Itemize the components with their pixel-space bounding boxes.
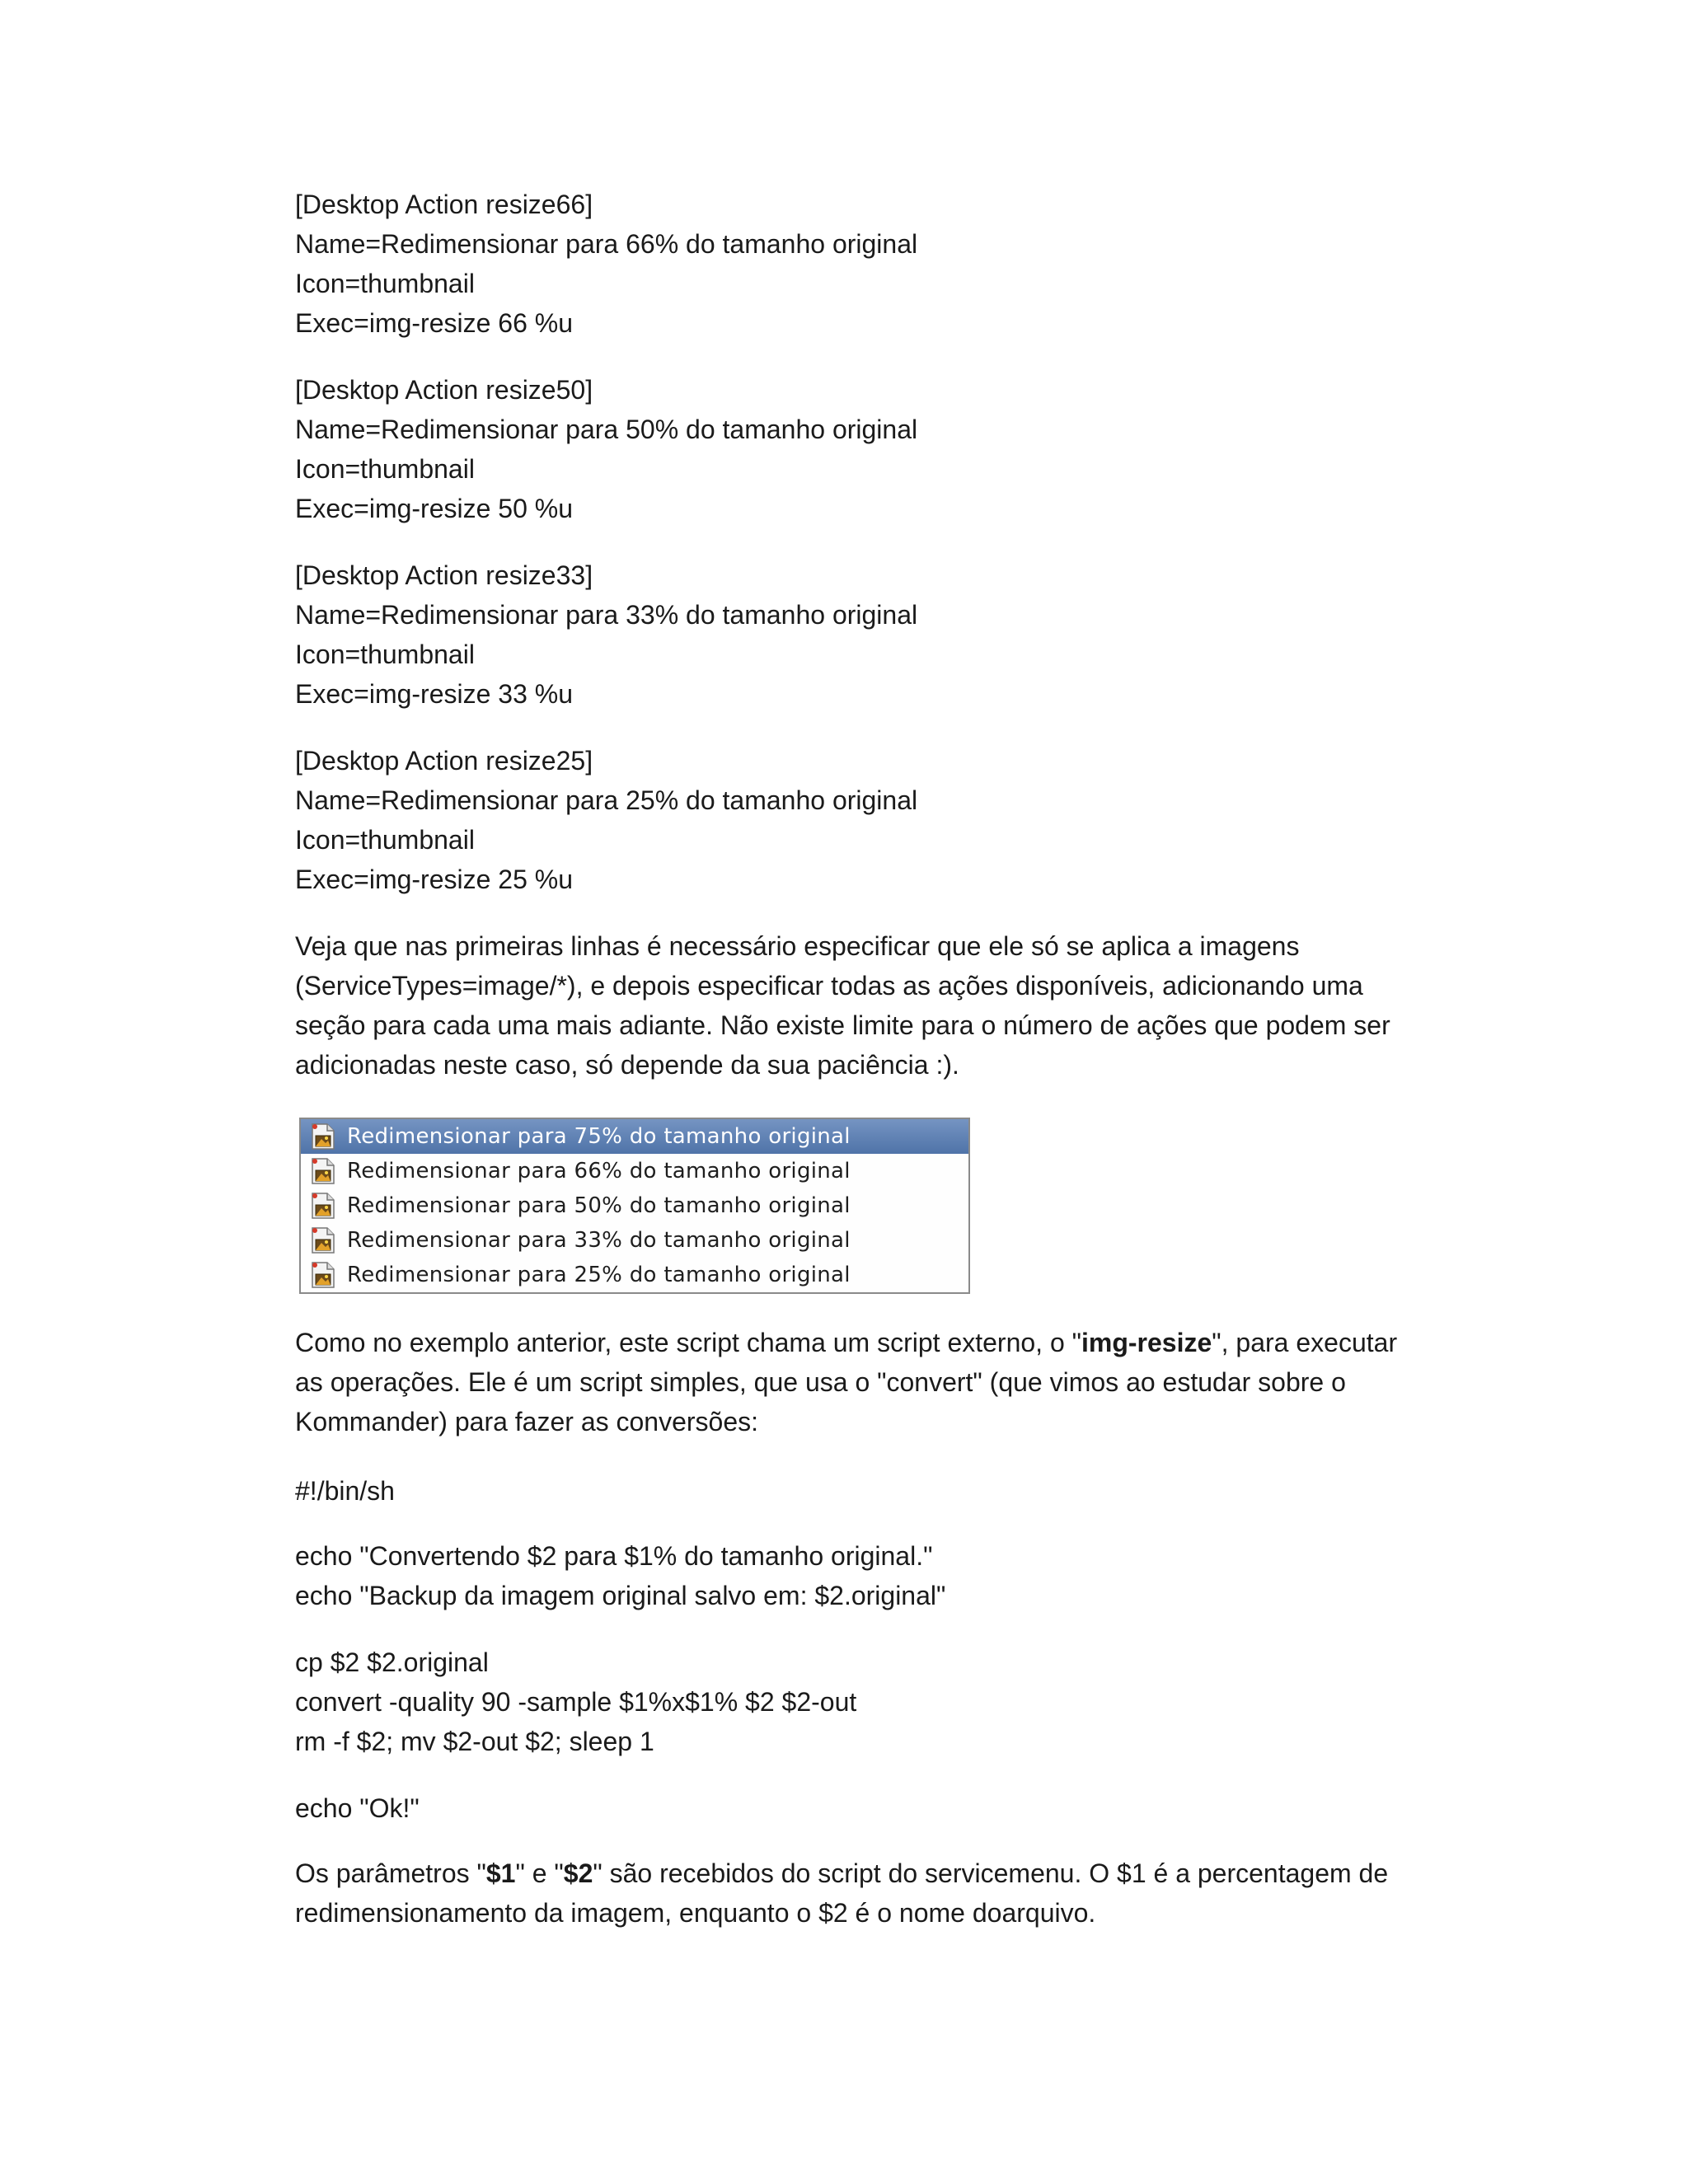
- menu-item-resize-33[interactable]: [301, 1223, 968, 1258]
- context-menu-screenshot: [299, 1118, 970, 1294]
- action-name-line: Name=Redimensionar para 25% do tamanho original: [295, 785, 918, 815]
- paragraph-text: ", para executar: [1212, 1328, 1398, 1357]
- script-name-bold: img-resize: [1081, 1328, 1212, 1357]
- action-header: [Desktop Action resize50]: [295, 375, 593, 405]
- menu-item-resize-25[interactable]: [301, 1258, 968, 1292]
- image-thumbnail-icon: [311, 1262, 335, 1288]
- paragraph-text: " e ": [515, 1858, 564, 1888]
- script-line: echo "Ok!": [295, 1793, 420, 1823]
- image-thumbnail-icon: [311, 1193, 335, 1219]
- menu-item-resize-66[interactable]: [301, 1154, 968, 1188]
- menu-item-label: Redimensionar para 66% do tamanho original: [347, 1159, 851, 1183]
- image-thumbnail-icon: [311, 1158, 335, 1184]
- paragraph-line: adicionadas neste caso, só depende da sua paciência :).: [295, 1050, 959, 1080]
- action-exec-line: Exec=img-resize 66 %u: [295, 308, 574, 338]
- menu-item-label: Redimensionar para 50% do tamanho original: [347, 1193, 851, 1218]
- script-line: rm -f $2; mv $2-out $2; sleep 1: [295, 1727, 654, 1756]
- image-thumbnail-icon: [311, 1227, 335, 1254]
- action-exec-line: Exec=img-resize 25 %u: [295, 865, 574, 894]
- paragraph-line: seção para cada uma mais adiante. Não existe limite para o número de ações que podem ser: [295, 1010, 1390, 1040]
- action-header: [Desktop Action resize33]: [295, 560, 593, 590]
- param-bold: $2: [563, 1858, 593, 1888]
- image-thumbnail-icon: [311, 1123, 335, 1150]
- script-line: echo "Convertendo $2 para $1% do tamanho original.": [295, 1541, 933, 1571]
- paragraph-line: redimensionamento da imagem, enquanto o $2 é o nome doarquivo.: [295, 1898, 1096, 1928]
- action-icon-line: Icon=thumbnail: [295, 825, 475, 855]
- action-name-line: Name=Redimensionar para 66% do tamanho original: [295, 229, 918, 259]
- paragraph-line: [295, 1326, 1397, 1359]
- action-exec-line: Exec=img-resize 33 %u: [295, 679, 574, 709]
- action-icon-line: Icon=thumbnail: [295, 269, 475, 298]
- action-name-line: Name=Redimensionar para 50% do tamanho original: [295, 415, 918, 444]
- action-name-line: Name=Redimensionar para 33% do tamanho original: [295, 600, 918, 630]
- script-line: convert -quality 90 -sample $1%x$1% $2 $2-out: [295, 1687, 857, 1717]
- paragraph-text: Os parâmetros ": [295, 1858, 486, 1888]
- paragraph-line: (ServiceTypes=image/*), e depois especificar todas as ações disponíveis, adicionando uma: [295, 971, 1363, 1001]
- menu-item-label: Redimensionar para 25% do tamanho original: [347, 1263, 851, 1287]
- menu-item-label: Redimensionar para 75% do tamanho original: [347, 1124, 851, 1149]
- script-line: cp $2 $2.original: [295, 1647, 489, 1677]
- action-exec-line: Exec=img-resize 50 %u: [295, 494, 574, 523]
- action-icon-line: Icon=thumbnail: [295, 454, 475, 484]
- paragraph-line: Veja que nas primeiras linhas é necessário especificar que ele só se aplica a imagens: [295, 931, 1300, 961]
- paragraph-text: " são recebidos do script do servicemenu. O $1 é a percentagem de: [593, 1858, 1389, 1888]
- paragraph-line: [295, 1857, 1388, 1890]
- script-line: echo "Backup da imagem original salvo em: $2.original": [295, 1581, 946, 1610]
- menu-item-resize-50[interactable]: [301, 1188, 968, 1223]
- paragraph-line: Kommander) para fazer as conversões:: [295, 1407, 759, 1436]
- menu-item-label: Redimensionar para 33% do tamanho original: [347, 1228, 851, 1253]
- script-line: #!/bin/sh: [295, 1476, 395, 1506]
- menu-item-resize-75[interactable]: [301, 1119, 968, 1154]
- action-header: [Desktop Action resize66]: [295, 190, 593, 219]
- action-header: [Desktop Action resize25]: [295, 746, 593, 776]
- param-bold: $1: [485, 1858, 516, 1888]
- paragraph-line: as operações. Ele é um script simples, que usa o "convert" (que vimos ao estudar sobre o: [295, 1367, 1346, 1397]
- action-icon-line: Icon=thumbnail: [295, 640, 475, 669]
- paragraph-text: Como no exemplo anterior, este script chama um script externo, o ": [295, 1328, 1081, 1357]
